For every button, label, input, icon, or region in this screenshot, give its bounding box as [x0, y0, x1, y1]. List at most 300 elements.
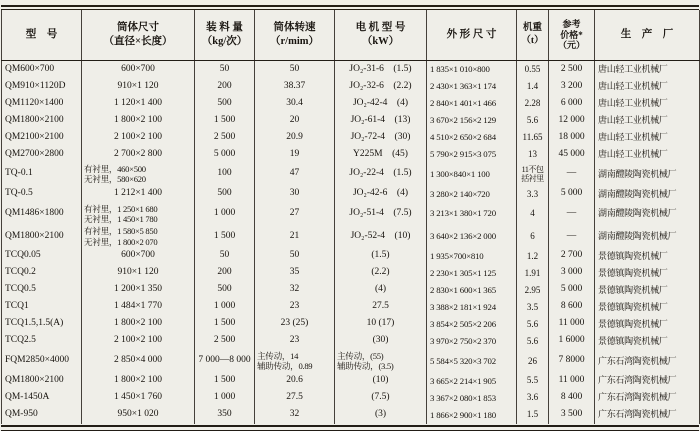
cell-text: 1 212×1 400 [113, 188, 163, 199]
cell-weight [517, 282, 549, 299]
cell-weight [517, 265, 549, 282]
cell-speed [255, 282, 335, 299]
cell-mfr [595, 78, 700, 95]
cell-speed [255, 333, 335, 350]
cell-text: 50 [219, 63, 230, 74]
cell-weight [517, 350, 549, 373]
cell-text: 27.5 [286, 392, 303, 403]
column-header-motor [335, 10, 427, 61]
cell-text: 5.6 [526, 318, 539, 329]
cell-cylinder [82, 78, 195, 95]
cell-price [549, 112, 595, 129]
cell-text: TCQ2.5 [5, 335, 36, 346]
column-header-text: 参考 [562, 19, 581, 30]
cell-price [549, 129, 595, 146]
cell-price [549, 146, 595, 163]
cell-text: 3.5 [526, 301, 539, 312]
cell-load [195, 146, 255, 163]
cell-dims [427, 95, 517, 112]
cell-text: 5 790×2 915×3 075 [430, 149, 496, 159]
table-row [2, 61, 700, 79]
cell-load [195, 282, 255, 299]
table-row [2, 186, 700, 203]
cell-text: 5 000 [560, 188, 583, 199]
column-header-text: 电 机 型 号 [355, 21, 406, 33]
cell-text: 32 [289, 284, 300, 295]
cell-load [195, 373, 255, 390]
cell-cylinder [82, 316, 195, 333]
cell-text: 500 [217, 188, 232, 199]
cell-text: 有衬里，460×500 [84, 164, 146, 174]
cell-dims [427, 186, 517, 203]
cell-motor [335, 265, 427, 282]
table-row [2, 282, 700, 299]
cell-text: 3 367×2 080×1 853 [430, 392, 496, 403]
cell-weight [517, 299, 549, 316]
cell-dims [427, 333, 517, 350]
cell-load [195, 407, 255, 424]
cell-text: 2 850×4 000 [113, 355, 163, 366]
cell-weight [517, 225, 549, 248]
cell-text: 23 [289, 335, 300, 346]
cell-price [549, 78, 595, 95]
cell-motor [335, 95, 427, 112]
column-header-text: 机重 [522, 23, 542, 34]
cell-text: 950×1 020 [117, 409, 159, 420]
cell-load [195, 129, 255, 146]
cell-text: 1 000 [213, 301, 236, 312]
cell-text: 1 000 [213, 208, 236, 218]
cell-text: 景德镇陶瓷机械厂 [598, 318, 668, 329]
cell-dims [427, 373, 517, 390]
cell-weight [517, 373, 549, 390]
cell-motor [335, 203, 427, 226]
column-header-text: （直径×长度） [103, 36, 173, 47]
cell-text: 1 484×1 770 [113, 301, 163, 312]
cell-text: 11 000 [558, 375, 585, 386]
cell-text: 19 [289, 148, 300, 159]
table-row [2, 203, 700, 226]
cell-text: 广东石湾陶瓷机械厂 [598, 409, 677, 420]
table-row [2, 129, 700, 146]
cell-text: 唐山轻工业机械厂 [598, 114, 668, 125]
cell-text: 500 [217, 97, 232, 108]
cell-text: 2 840×1 401×1 466 [430, 98, 496, 108]
spec-table [1, 10, 700, 424]
cell-text: 13 [528, 148, 537, 159]
cell-text: 3 280×2 140×720 [430, 188, 490, 199]
cell-text: 11.65 [522, 131, 543, 142]
cell-text: QM2100×2100 [5, 131, 64, 142]
cell-speed [255, 78, 335, 95]
cell-motor [335, 333, 427, 350]
cell-dims [427, 146, 517, 163]
column-header-text: 筒体转速 [273, 21, 316, 33]
table-row [2, 407, 700, 424]
cell-text: (7.5) [371, 392, 390, 403]
cell-text: 23 [289, 301, 300, 312]
cell-text: 50 [289, 250, 300, 261]
cell-price [549, 225, 595, 248]
cell-load [195, 265, 255, 282]
cell-speed [255, 265, 335, 282]
cell-text: 0.55 [524, 63, 541, 74]
cell-text: 2 100×2 100 [113, 335, 163, 346]
cell-text: TQ-0.5 [5, 188, 33, 199]
cell-text: (1.5) [371, 250, 390, 261]
cell-model [2, 163, 82, 186]
cell-text: 4 [530, 208, 535, 219]
cell-price [549, 333, 595, 350]
cell-weight [517, 203, 549, 226]
cell-text: 8 600 [560, 301, 583, 312]
cell-model [2, 95, 82, 112]
table-row [2, 390, 700, 407]
cell-model [2, 350, 82, 373]
cell-mfr [595, 248, 700, 265]
cell-text: (4) [374, 284, 387, 295]
cell-text: 3 854×2 505×2 206 [430, 318, 496, 329]
cell-motor [335, 350, 427, 373]
cell-text: 20 [289, 114, 300, 125]
cell-speed [255, 112, 335, 129]
cell-text: 3 640×2 136×2 000 [430, 231, 496, 242]
column-header-text: 价格* [560, 29, 583, 40]
cell-text: 200 [217, 80, 232, 91]
cell-text: 1.91 [524, 267, 541, 278]
column-header-text: （元） [557, 40, 585, 51]
cell-text: 辅助传动，0.89 [257, 361, 313, 372]
cell-load [195, 390, 255, 407]
column-header-text: 筒体尺寸 [117, 21, 159, 33]
cell-cylinder [82, 146, 195, 163]
cell-speed [255, 316, 335, 333]
cell-speed [255, 390, 335, 407]
cell-cylinder [82, 95, 195, 112]
cell-dims [427, 316, 517, 333]
cell-text: 主传动，14 [257, 350, 299, 361]
cell-text: — [566, 168, 577, 179]
cell-model [2, 129, 82, 146]
cell-dims [427, 61, 517, 79]
cell-mfr [595, 225, 700, 248]
table-row [2, 248, 700, 265]
column-header-text: 装 料 量 [206, 21, 243, 33]
cell-text: 1 800×2 100 [113, 318, 163, 329]
cell-text: 35 [289, 267, 300, 278]
cell-cylinder [82, 61, 195, 79]
column-header-text: 生 产 厂 [620, 28, 674, 40]
cell-text: 主传动，(55) [337, 350, 384, 361]
cell-cylinder [82, 299, 195, 316]
cell-text: 23 (25) [280, 318, 309, 329]
cell-model [2, 316, 82, 333]
cell-load [195, 112, 255, 129]
cell-price [549, 95, 595, 112]
cell-text: TCQ1 [5, 301, 29, 312]
cell-weight [517, 61, 549, 79]
cell-text: 27 [289, 208, 300, 218]
cell-model [2, 390, 82, 407]
column-header-text: 型 号 [25, 28, 58, 40]
cell-cylinder [82, 265, 195, 282]
cell-load [195, 95, 255, 112]
cell-text: 47 [289, 168, 300, 179]
cell-text: 500 [217, 284, 232, 295]
cell-text: FQM2850×4000 [5, 355, 69, 366]
cell-price [549, 350, 595, 373]
column-header-load [195, 10, 255, 61]
cell-model [2, 373, 82, 390]
cell-price [549, 61, 595, 79]
cell-load [195, 163, 255, 186]
cell-model [2, 112, 82, 129]
cell-text: 2 500 [213, 335, 236, 346]
cell-text: 唐山轻工业机械厂 [598, 148, 668, 159]
cell-text: QM910×1120D [5, 80, 66, 91]
cell-text: 1 500 [213, 230, 236, 241]
cell-model [2, 225, 82, 248]
cell-text: JO₂-42-4 (4) [352, 97, 409, 108]
cell-text: 括衬里 [521, 174, 544, 184]
cell-text: QM-1450A [5, 392, 50, 403]
cell-text: 3 970×2 750×2 370 [430, 335, 496, 346]
cell-dims [427, 129, 517, 146]
cell-model [2, 282, 82, 299]
cell-text: (3) [374, 409, 387, 420]
column-header-price [549, 10, 595, 61]
cell-mfr [595, 61, 700, 79]
cell-text: 景德镇陶瓷机械厂 [598, 250, 668, 261]
cell-text: 1 000 [213, 392, 236, 403]
cell-text: 12 000 [558, 114, 585, 125]
header-row [2, 10, 700, 61]
cell-mfr [595, 112, 700, 129]
cell-text: (10) [372, 375, 389, 386]
cell-motor [335, 225, 427, 248]
cell-text: 3.6 [526, 392, 539, 403]
cell-cylinder [82, 163, 195, 186]
cell-load [195, 203, 255, 226]
cell-text: 38.37 [283, 80, 306, 91]
cell-text: 32 [289, 409, 300, 420]
cell-motor [335, 129, 427, 146]
cell-speed [255, 129, 335, 146]
cell-text: 1.5 [526, 409, 539, 420]
cell-text: 2 430×1 363×1 174 [430, 81, 496, 91]
cell-dims [427, 248, 517, 265]
cell-weight [517, 146, 549, 163]
cell-motor [335, 112, 427, 129]
cell-price [549, 248, 595, 265]
cell-text: 1 800×2 100 [113, 114, 163, 125]
cell-motor [335, 163, 427, 186]
cell-model [2, 407, 82, 424]
cell-mfr [595, 129, 700, 146]
table-row [2, 146, 700, 163]
cell-speed [255, 163, 335, 186]
cell-weight [517, 112, 549, 129]
cell-text: QM600×700 [5, 63, 55, 74]
cell-mfr [595, 203, 700, 226]
column-header-mfr [595, 10, 700, 61]
cell-dims [427, 350, 517, 373]
cell-text: 910×1 120 [117, 267, 159, 278]
cell-text: 景德镇陶瓷机械厂 [598, 284, 668, 295]
cell-mfr [595, 333, 700, 350]
column-header-model [2, 10, 82, 61]
cell-text: TCQ0.2 [5, 267, 36, 278]
cell-text: 唐山轻工业机械厂 [598, 80, 668, 91]
column-header-text: （t） [521, 36, 544, 46]
cell-text: 景德镇陶瓷机械厂 [598, 267, 668, 278]
cell-text: 1.2 [526, 250, 539, 261]
cell-weight [517, 333, 549, 350]
cell-text: JO₂-51-4 (7.5) [349, 208, 412, 218]
cell-text: 唐山轻工业机械厂 [598, 63, 668, 74]
cell-text: 5 584×5 320×3 702 [430, 355, 496, 366]
cell-text: 湖南醴陵陶瓷机械厂 [598, 208, 677, 219]
cell-text: 无衬里，580×620 [84, 174, 146, 185]
cell-text: 1 800×2 100 [113, 375, 163, 386]
cell-price [549, 316, 595, 333]
cell-text: 50 [289, 63, 300, 74]
cell-text: 600×700 [121, 250, 155, 261]
cell-text: 1 6000 [558, 335, 585, 346]
cell-text: 3 388×2 181×1 924 [430, 301, 496, 312]
cell-weight [517, 163, 549, 186]
cell-load [195, 350, 255, 373]
cell-motor [335, 390, 427, 407]
cell-text: (2.2) [371, 267, 390, 278]
cell-text: QM1800×2100 [5, 114, 64, 125]
cell-dims [427, 265, 517, 282]
cell-mfr [595, 282, 700, 299]
cell-price [549, 407, 595, 424]
cell-speed [255, 225, 335, 248]
cell-cylinder [82, 282, 195, 299]
cell-cylinder [82, 407, 195, 424]
cell-dims [427, 112, 517, 129]
cell-text: 2 700 [560, 250, 583, 261]
cell-text: 2.28 [524, 97, 541, 108]
cell-motor [335, 373, 427, 390]
cell-text: 7 8000 [558, 355, 585, 366]
cell-text: 30 [289, 188, 300, 199]
cell-text: 18 000 [558, 131, 585, 142]
table-row [2, 350, 700, 373]
cell-text: 景德镇陶瓷机械厂 [598, 301, 668, 312]
cell-price [549, 390, 595, 407]
cell-text: 45 000 [558, 148, 585, 159]
cell-dims [427, 203, 517, 226]
cell-speed [255, 373, 335, 390]
cell-text: 湖南醴陵陶瓷机械厂 [598, 230, 677, 241]
cell-text: — [566, 230, 577, 241]
cell-text: JO₂-72-4 (30) [350, 131, 411, 142]
cell-text: 1 500 [213, 318, 236, 329]
cell-text: 1 120×1 400 [113, 97, 163, 108]
cell-load [195, 299, 255, 316]
cell-speed [255, 146, 335, 163]
cell-text: 唐山轻工业机械厂 [598, 97, 668, 108]
cell-text: 8 400 [560, 392, 583, 403]
cell-text: JO₂-31-6 (1.5) [349, 63, 412, 74]
cell-cylinder [82, 225, 195, 248]
cell-weight [517, 95, 549, 112]
cell-text: 11 000 [558, 318, 585, 329]
cell-text: 1 500 [213, 114, 236, 125]
cell-load [195, 248, 255, 265]
table-row [2, 265, 700, 282]
cell-mfr [595, 299, 700, 316]
cell-dims [427, 390, 517, 407]
table-row [2, 316, 700, 333]
cell-text: 3 000 [560, 267, 583, 278]
cell-cylinder [82, 333, 195, 350]
cell-text: 广东石湾陶瓷机械厂 [598, 392, 677, 403]
cell-text: 5.5 [526, 375, 539, 386]
cell-mfr [595, 146, 700, 163]
cell-cylinder [82, 186, 195, 203]
cell-model [2, 248, 82, 265]
cell-mfr [595, 390, 700, 407]
cell-mfr [595, 163, 700, 186]
cell-speed [255, 61, 335, 79]
cell-text: JO₂-52-4 (10) [350, 230, 411, 241]
cell-cylinder [82, 112, 195, 129]
cell-motor [335, 316, 427, 333]
cell-speed [255, 203, 335, 226]
cell-load [195, 78, 255, 95]
cell-load [195, 225, 255, 248]
column-header-cylinder [82, 10, 195, 61]
cell-text: 350 [217, 409, 232, 420]
cell-model [2, 146, 82, 163]
cell-text: 600×700 [121, 63, 155, 74]
cell-text: 1 835×1 010×800 [430, 64, 490, 74]
cell-text: JO₂-42-6 (4) [352, 188, 409, 199]
cell-model [2, 78, 82, 95]
cell-text: TCQ0.5 [5, 284, 36, 295]
column-header-text: （kg/次） [201, 36, 248, 47]
table-row [2, 333, 700, 350]
table-row [2, 95, 700, 112]
cell-weight [517, 407, 549, 424]
cell-text: 4 510×2 650×2 684 [430, 132, 496, 142]
cell-text: 100 [217, 168, 232, 179]
cell-text: 2 500 [560, 63, 583, 74]
cell-text: TCQ0.05 [5, 250, 41, 261]
cell-mfr [595, 350, 700, 373]
cell-text: 2 700×2 800 [113, 148, 163, 159]
cell-speed [255, 95, 335, 112]
cell-text: 有衬里，1 580×5 850 [84, 226, 158, 237]
cell-text: 3 500 [560, 409, 583, 420]
cell-text: TQ-0.1 [5, 168, 33, 179]
cell-mfr [595, 407, 700, 424]
column-header-dims [427, 10, 517, 61]
cell-text: 1 200×1 350 [113, 284, 163, 295]
cell-text: QM1486×1800 [5, 208, 64, 218]
table-row [2, 373, 700, 390]
cell-text: 3 670×2 156×2 129 [430, 115, 496, 125]
cell-text: 27.5 [372, 301, 389, 312]
cell-text: TCQ1.5,1.5(A) [5, 318, 64, 329]
cell-text: (30) [372, 335, 389, 346]
cell-cylinder [82, 373, 195, 390]
cell-speed [255, 186, 335, 203]
